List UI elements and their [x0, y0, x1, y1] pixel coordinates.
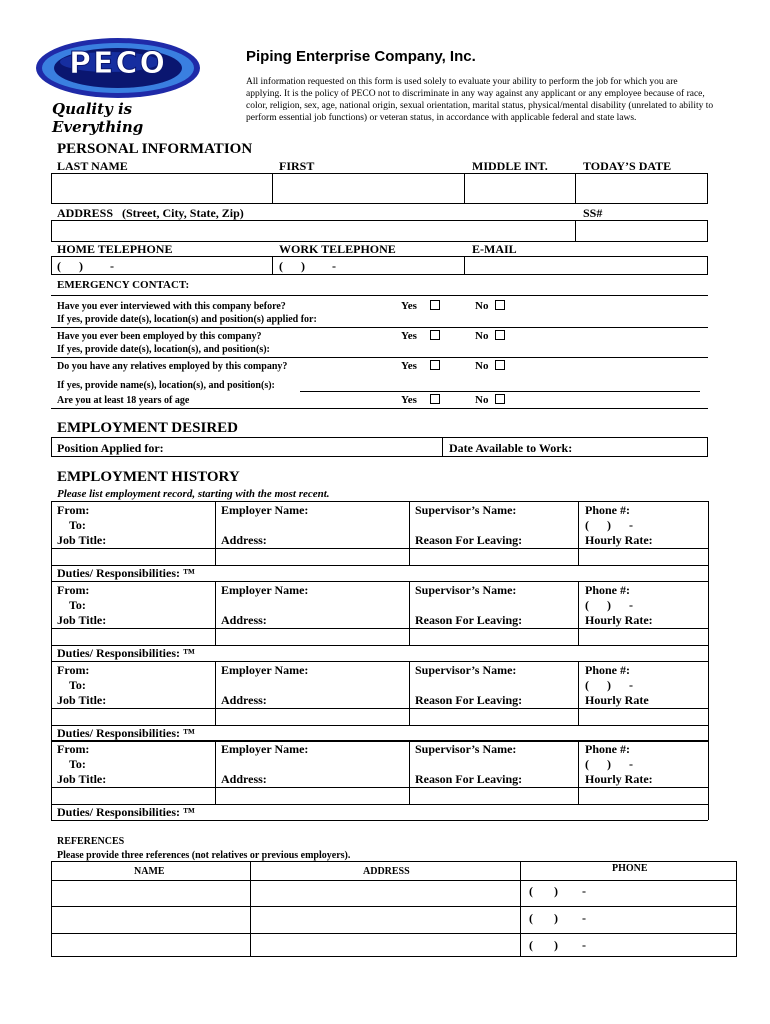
history-1-hourly-rate[interactable]: Hourly Rate: [585, 533, 653, 547]
yes-checkbox-1[interactable] [430, 300, 440, 310]
history-3-to[interactable]: To: [69, 678, 86, 692]
label-last-name: LAST NAME [57, 159, 128, 173]
history-3-employer[interactable]: Employer Name: [221, 663, 309, 677]
question-employed-detail: If yes, provide date(s), location(s), and position(s): [57, 344, 270, 355]
history-3-right-border [708, 661, 709, 741]
reference-2-address[interactable] [251, 907, 519, 932]
history-1-from[interactable]: From: [57, 503, 90, 517]
history-2-job-title[interactable]: Job Title: [57, 613, 107, 627]
history-4-col-3 [578, 740, 579, 804]
no-checkbox-3[interactable] [495, 360, 505, 370]
history-2-to[interactable]: To: [69, 598, 86, 612]
todays-date-field[interactable] [576, 174, 707, 203]
history-1-top-rule [51, 501, 708, 502]
date-available-field[interactable]: Date Available to Work: [449, 441, 573, 455]
label-first: FIRST [279, 159, 315, 173]
history-4-top-rule [51, 740, 708, 741]
label-middle: MIDDLE INT. [472, 159, 548, 173]
history-3-phone-mask[interactable]: ( ) - [585, 678, 633, 692]
yes-label-1: Yes [401, 300, 417, 312]
reference-3-phone[interactable]: ( ) - [529, 938, 586, 952]
no-label-2: No [475, 330, 489, 342]
history-2-col-3 [578, 581, 579, 645]
yes-label-3: Yes [401, 360, 417, 372]
history-2-from[interactable]: From: [57, 583, 90, 597]
history-2-top-rule [51, 581, 708, 582]
address-field[interactable] [52, 221, 574, 241]
history-3-rule-a [51, 708, 708, 709]
no-label-1: No [475, 300, 489, 312]
no-label-4: No [475, 394, 489, 406]
reference-3-name[interactable] [52, 934, 249, 956]
label-ss: SS# [583, 206, 603, 220]
yes-label-2: Yes [401, 330, 417, 342]
history-2-rule-a [51, 628, 708, 629]
history-4-job-title[interactable]: Job Title: [57, 772, 107, 786]
history-1-reason[interactable]: Reason For Leaving: [415, 533, 523, 547]
yes-checkbox-3[interactable] [430, 360, 440, 370]
references-title: REFERENCES [57, 836, 125, 847]
history-1-left-border [51, 501, 52, 581]
history-2-employer[interactable]: Employer Name: [221, 583, 309, 597]
history-4-rule-c [51, 820, 708, 821]
section-desired-title: EMPLOYMENT DESIRED [57, 420, 238, 436]
yes-checkbox-2[interactable] [430, 330, 440, 340]
history-4-left-border [51, 740, 52, 820]
history-4-employer[interactable]: Employer Name: [221, 742, 309, 756]
yes-label-4: Yes [401, 394, 417, 406]
history-4-reason[interactable]: Reason For Leaving: [415, 772, 523, 786]
history-3-from[interactable]: From: [57, 663, 90, 677]
history-2-duties[interactable]: Duties/ Responsibilities: ™ [57, 646, 196, 660]
question-relatives-detail: If yes, provide name(s), location(s), and position(s): [57, 380, 275, 391]
history-4-hourly-rate[interactable]: Hourly Rate: [585, 772, 653, 786]
history-1-duties[interactable]: Duties/ Responsibilities: ™ [57, 566, 196, 580]
history-4-right-border [708, 740, 709, 820]
reference-2-phone[interactable]: ( ) - [529, 911, 586, 925]
references-col-phone: PHONE [612, 863, 648, 874]
history-3-address[interactable]: Address: [221, 693, 267, 707]
history-3-reason[interactable]: Reason For Leaving: [415, 693, 523, 707]
history-1-supervisor[interactable]: Supervisor’s Name: [415, 503, 517, 517]
email-field[interactable] [465, 257, 707, 274]
history-1-right-border [708, 501, 709, 581]
yes-checkbox-4[interactable] [430, 394, 440, 404]
middle-initial-field[interactable] [465, 174, 574, 203]
label-todays-date: TODAY’S DATE [583, 159, 672, 173]
label-emergency: EMERGENCY CONTACT: [57, 279, 190, 291]
history-3-duties[interactable]: Duties/ Responsibilities: ™ [57, 726, 196, 740]
history-2-col-2 [409, 581, 410, 645]
history-3-left-border [51, 661, 52, 741]
history-1-col-2 [409, 501, 410, 565]
history-2-supervisor[interactable]: Supervisor’s Name: [415, 583, 517, 597]
label-work-tel: WORK TELEPHONE [279, 242, 396, 256]
question-relatives: Do you have any relatives employed by this company? [57, 361, 288, 372]
history-4-phone[interactable]: Phone #: [585, 742, 630, 756]
section-personal-title: PERSONAL INFORMATION [57, 141, 253, 157]
first-name-field[interactable] [273, 174, 463, 203]
question-interviewed: Have you ever interviewed with this company before? [57, 301, 286, 312]
last-name-field[interactable] [52, 174, 271, 203]
history-1-employer[interactable]: Employer Name: [221, 503, 309, 517]
history-2-col-1 [215, 581, 216, 645]
history-4-phone-mask[interactable]: ( ) - [585, 757, 633, 771]
history-3-col-2 [409, 661, 410, 725]
label-email: E-MAIL [472, 242, 517, 256]
logo-tagline: Quality is Everything [52, 100, 144, 136]
no-label-3: No [475, 360, 489, 372]
history-1-phone-mask[interactable]: ( ) - [585, 518, 633, 532]
history-1-job-title[interactable]: Job Title: [57, 533, 107, 547]
no-checkbox-2[interactable] [495, 330, 505, 340]
question-interviewed-detail: If yes, provide date(s), location(s) and position(s) applied for: [57, 314, 317, 325]
reference-1-address[interactable] [251, 881, 519, 905]
company-name: Piping Enterprise Company, Inc. [246, 48, 476, 65]
references-col-name: NAME [134, 866, 165, 877]
history-3-phone[interactable]: Phone #: [585, 663, 630, 677]
history-1-phone[interactable]: Phone #: [585, 503, 630, 517]
logo-brand: PECO [69, 46, 167, 81]
history-4-to[interactable]: To: [69, 757, 86, 771]
history-3-col-1 [215, 661, 216, 725]
history-2-phone-mask[interactable]: ( ) - [585, 598, 633, 612]
history-2-phone[interactable]: Phone #: [585, 583, 630, 597]
section-history-title: EMPLOYMENT HISTORY [57, 469, 240, 485]
history-2-reason[interactable]: Reason For Leaving: [415, 613, 523, 627]
reference-2-name[interactable] [52, 907, 249, 932]
home-tel-field[interactable]: ( ) - [57, 259, 114, 273]
history-3-col-3 [578, 661, 579, 725]
history-2-address[interactable]: Address: [221, 613, 267, 627]
history-2-hourly-rate[interactable]: Hourly Rate: [585, 613, 653, 627]
history-4-address[interactable]: Address: [221, 772, 267, 786]
history-4-col-2 [409, 740, 410, 804]
no-checkbox-4[interactable] [495, 394, 505, 404]
history-note: Please list employment record, starting with the most recent. [57, 488, 330, 500]
history-3-hourly-rate[interactable]: Hourly Rate [585, 693, 649, 707]
history-3-top-rule [51, 661, 708, 662]
reference-1-phone[interactable]: ( ) - [529, 884, 586, 898]
intro-text: All information requested on this form is used solely to evaluate your ability to perform the job for which you are applying. It is the policy of PECO not to discriminate in any way against any applicant or any employee because of race, color, religion, sex, age, national origin, sexual orientation, marital status, physical/mental disability (unrelated to ability to perform essential job functions) or veteran status, in accordance with applicable federal and state laws. [246, 77, 714, 123]
work-tel-field[interactable]: ( ) - [279, 259, 336, 273]
history-1-rule-a [51, 548, 708, 549]
references-col-address: ADDRESS [363, 866, 410, 877]
question-age: Are you at least 18 years of age [57, 395, 190, 406]
history-3-supervisor[interactable]: Supervisor’s Name: [415, 663, 517, 677]
history-4-col-1 [215, 740, 216, 804]
history-3-job-title[interactable]: Job Title: [57, 693, 107, 707]
history-4-duties[interactable]: Duties/ Responsibilities: ™ [57, 805, 196, 819]
reference-3-address[interactable] [251, 934, 519, 956]
history-1-address[interactable]: Address: [221, 533, 267, 547]
no-checkbox-1[interactable] [495, 300, 505, 310]
history-1-col-3 [578, 501, 579, 565]
ss-field[interactable] [576, 221, 707, 241]
history-1-col-1 [215, 501, 216, 565]
history-1-to[interactable]: To: [69, 518, 86, 532]
label-address: ADDRESS (Street, City, State, Zip) [57, 206, 244, 220]
history-2-right-border [708, 581, 709, 661]
reference-1-name[interactable] [52, 881, 249, 905]
question-employed: Have you ever been employed by this company? [57, 331, 262, 342]
label-home-tel: HOME TELEPHONE [57, 242, 173, 256]
history-4-from[interactable]: From: [57, 742, 90, 756]
history-2-left-border [51, 581, 52, 661]
references-note: Please provide three references (not relatives or previous employers). [57, 850, 351, 861]
history-4-supervisor[interactable]: Supervisor’s Name: [415, 742, 517, 756]
history-4-rule-a [51, 787, 708, 788]
position-applied-field[interactable]: Position Applied for: [57, 441, 164, 455]
company-logo [30, 38, 210, 136]
